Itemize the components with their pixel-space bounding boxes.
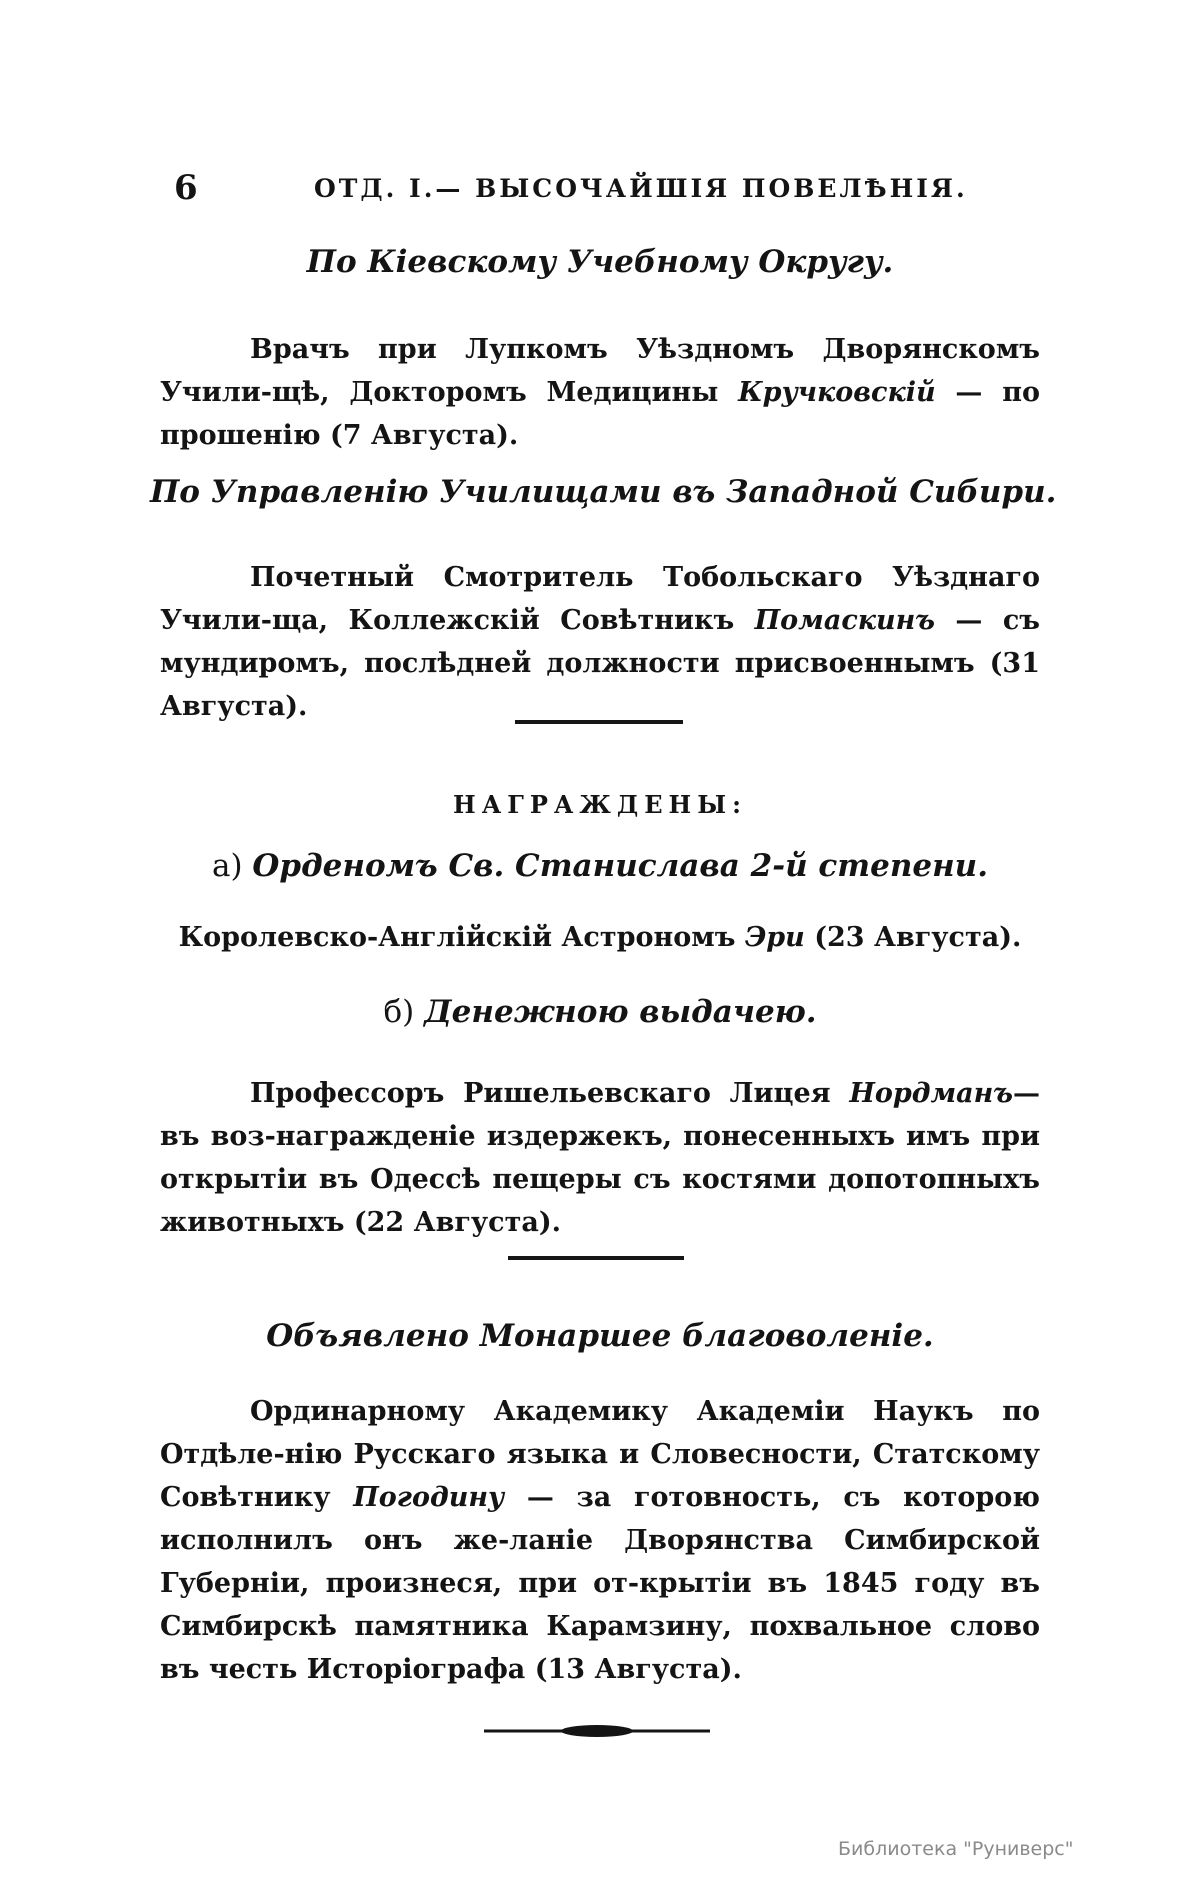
paragraph-pogodin — [160, 1390, 1040, 1691]
divider-rule — [508, 1256, 684, 1260]
section-heading-favor: Объявлено Монаршее благоволеніе. — [266, 1318, 934, 1354]
library-watermark: Библиотека "Руниверс" — [838, 1838, 1074, 1860]
subheading-order-text: Орденомъ Св. Станислава 2-й степени. — [252, 848, 989, 884]
running-head — [174, 168, 1044, 212]
subheading-order — [150, 848, 1050, 884]
paragraph-kiev-text-a: Врачъ при Лупкомъ Уѣздномъ Дворянскомъ Учили-щѣ, Докторомъ Медицины — [160, 334, 1040, 408]
running-head-title: ОТД. I.— ВЫСОЧАЙШІЯ ПОВЕЛѢНІЯ. — [314, 174, 968, 203]
awarded-heading: НАГРАЖДЕНЫ: — [453, 790, 747, 819]
paragraph-siberia-text-a: Почетный Смотритель Тобольскаго Уѣзднаго Учили-ща, Коллежскій Совѣтникъ — [160, 562, 1040, 636]
paragraph-pogodin-text-a: Ординарному Академику Академіи Наукъ по Отдѣле-нію Русскаго языка и Словесности, Статскому Совѣтнику — [160, 1396, 1040, 1513]
subheading-order-label: а) — [211, 848, 243, 884]
subheading-money-label: б) — [383, 994, 415, 1030]
paragraph-kiev-person: Кручковскій — [738, 377, 936, 408]
subheading-money — [150, 994, 1050, 1030]
paragraph-siberia — [160, 556, 1040, 728]
astronomer-line-text-b: (23 Августа). — [804, 922, 1022, 953]
paragraph-pogodin-person: Погодину — [353, 1482, 505, 1513]
paragraph-pogodin-text-b: — за готовность, съ которою исполнилъ онъ же-ланіе Дворянства Симбирской Губерніи, произнеся, при от-крытіи въ 1845 году въ Симбирскѣ памятника Карамзину, похвальное слово въ честь Исторіографа (13 Августа). — [160, 1482, 1040, 1685]
astronomer-line-text-a: Королевско-Англійскій Астрономъ — [178, 922, 745, 953]
paragraph-siberia-person: Помаскинъ — [754, 605, 935, 636]
astronomer-line-person: Эри — [744, 922, 805, 953]
page-number: 6 — [174, 168, 198, 208]
paragraph-nordmann — [160, 1072, 1040, 1244]
divider-rule — [515, 720, 683, 724]
section-heading-siberia: По Управленію Училищами въ Западной Сибири. — [150, 474, 1057, 510]
astronomer-line — [150, 922, 1050, 953]
paragraph-nordmann-text-a: Профессоръ Ришельевскаго Лицея — [250, 1078, 850, 1109]
paragraph-nordmann-person: Нордманъ — [849, 1078, 1013, 1109]
section-heading-kiev: По Кіевскому Учебному Округу. — [306, 244, 894, 280]
paragraph-siberia-text-b: — съ мундиромъ, послѣдней должности присвоеннымъ (31 Августа). — [160, 605, 1040, 722]
subheading-money-text: Денежною выдачею. — [424, 994, 817, 1030]
ornament-divider — [484, 1722, 710, 1740]
paragraph-kiev — [160, 328, 1040, 457]
paragraph-kiev-text-b: — по прошенію (7 Августа). — [160, 377, 1040, 451]
paragraph-nordmann-text-b: — въ воз-награжденіе издержекъ, понесенныхъ имъ при открытіи въ Одессѣ пещеры съ костями допотопныхъ животныхъ (22 Августа). — [160, 1078, 1040, 1238]
